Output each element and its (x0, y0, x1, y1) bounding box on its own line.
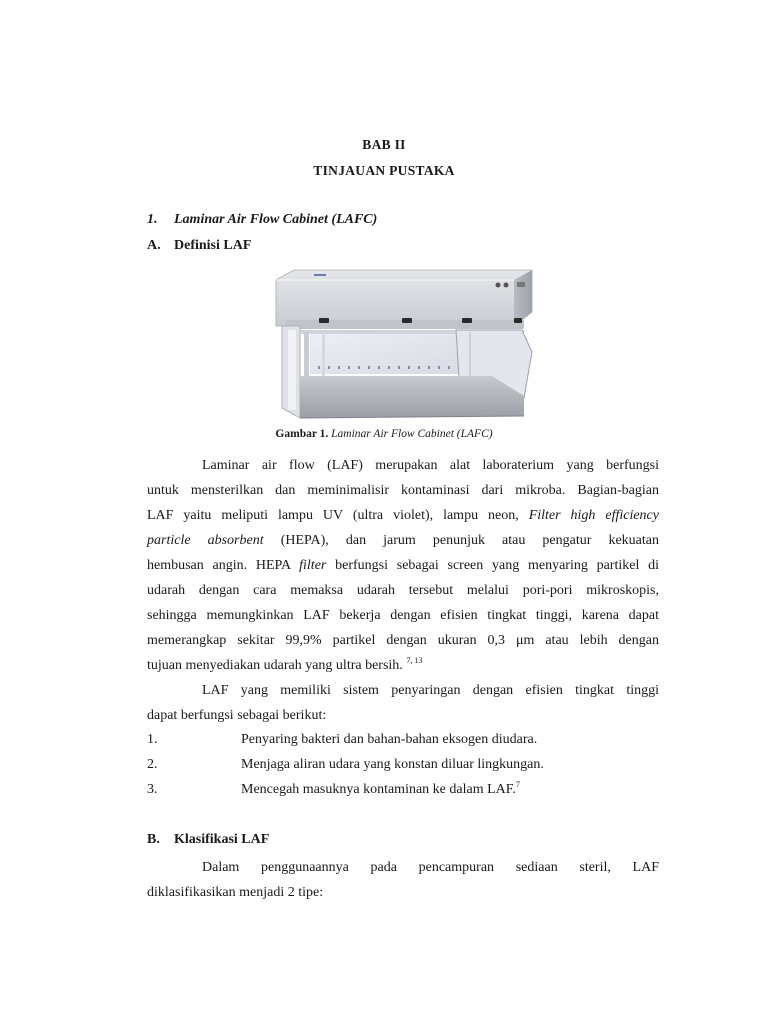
list-number: 3. (147, 782, 158, 797)
text-run: tujuan menyediakan udarah yang ultra bersih. (147, 658, 403, 673)
citation-superscript: 7, 13 (406, 656, 423, 665)
subsection-a-heading (147, 238, 252, 254)
subsection-b-heading (147, 832, 270, 848)
list-text (241, 782, 520, 798)
chapter-title: TINJAUAN PUSTAKA (313, 163, 455, 178)
section-number: 1. (147, 212, 158, 227)
text-run: LAF yaitu meliputi lampu UV (ultra violet), lampu neon, (147, 508, 529, 523)
figure-caption-label: Gambar 1. (275, 428, 329, 440)
paragraph-line (147, 553, 659, 578)
paragraph-line: sehingga memungkinkan LAF bekerja dengan efisien tingkat tinggi, karena dapat (147, 608, 659, 623)
paragraph-line: dapat berfungsi sebagai berikut: (147, 708, 327, 723)
paragraph-line: udarah dengan cara memaksa udarah tersebut melalui pori-pori mikroskopis, (147, 583, 659, 598)
figure-caption (0, 428, 768, 440)
text-run: hembusan angin. HEPA (147, 558, 300, 573)
italic-run: filter (299, 558, 327, 573)
list-number: 2. (147, 757, 158, 772)
section-title: Laminar Air Flow Cabinet (LAFC) (174, 212, 378, 227)
paragraph-line: LAF yang memiliki sistem penyaringan dengan efisien tingkat tinggi (202, 683, 659, 698)
paragraph-functions-intro (147, 678, 659, 728)
italic-run: particle absorbent (147, 533, 264, 548)
section-heading (147, 212, 378, 228)
citation-superscript: 7 (515, 780, 520, 789)
list-number: 1. (147, 732, 158, 747)
paragraph-line (147, 503, 659, 528)
paragraph-line: diklasifikasikan menjadi 2 tipe: (147, 885, 324, 900)
paragraph-classification (147, 855, 659, 905)
paragraph-definition (147, 453, 659, 678)
text-run: (HEPA), dan jarum penunjuk atau pengatur kekuatan (263, 533, 660, 548)
paragraph-line: memerangkap sekitar 99,9% partikel dengan ukuran 0,3 μm atau lebih dengan (147, 633, 659, 648)
figure-caption-text: Laminar Air Flow Cabinet (LAFC) (331, 428, 493, 440)
list-text: Penyaring bakteri dan bahan-bahan eksogen diudara. (241, 732, 538, 747)
paragraph-line (147, 653, 659, 678)
subsection-title: Definisi LAF (174, 238, 252, 253)
chapter-label: BAB II (362, 137, 406, 152)
paragraph-line (147, 528, 659, 553)
subsection-letter: A. (147, 238, 161, 253)
paragraph-line: Laminar air flow (LAF) merupakan alat laboraterium yang berfungsi (202, 458, 659, 473)
list-text: Menjaga aliran udara yang konstan diluar lingkungan. (241, 757, 544, 772)
text-run: Mencegah masuknya kontaminan ke dalam LAF. (241, 782, 516, 797)
paragraph-line: untuk mensterilkan dan meminimalisir kontaminasi dari mikroba. Bagian-bagian (147, 483, 659, 498)
paragraph-line: Dalam penggunaannya pada pencampuran sediaan steril, LAF (202, 860, 659, 875)
subsection-letter: B. (147, 832, 160, 847)
subsection-title: Klasifikasi LAF (174, 832, 270, 847)
text-run: berfungsi sebagai screen yang menyaring partikel di (326, 558, 659, 573)
laf-cabinet-figure (274, 268, 536, 424)
italic-run: Filter high efficiency (528, 508, 659, 523)
